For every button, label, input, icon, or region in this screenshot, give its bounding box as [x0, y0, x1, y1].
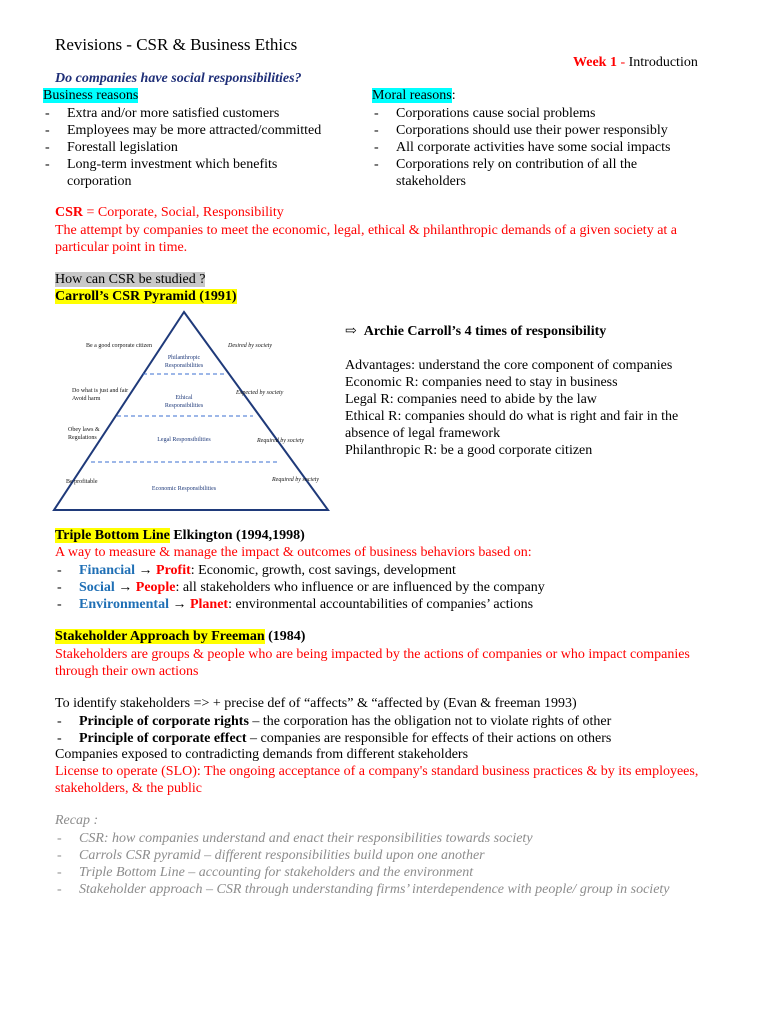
pyramid-layer-label: Economic Responsibilities [151, 486, 217, 492]
list-item: - Employees may be more attracted/committed [43, 122, 363, 139]
pyramid-layer-label: Responsibilities [164, 363, 204, 369]
list-item [55, 579, 545, 596]
principle-title: Principle of corporate effect [79, 731, 247, 746]
tbl-heading [55, 528, 305, 544]
right-arrow-icon: → [168, 597, 190, 612]
list-item: - All corporate activities have some social impacts [372, 139, 712, 156]
list-item [55, 730, 611, 747]
pyramid-right-label: Required by society [257, 438, 305, 444]
carroll-heading [345, 323, 606, 340]
pyramid-left-label: Be profitable [66, 479, 98, 485]
moral-heading-colon: : [451, 88, 456, 103]
carroll-details [345, 357, 725, 459]
pyramid-heading-text: Carroll’s CSR Pyramid (1991) [55, 289, 237, 304]
pyramid-left-label: Avoid harm [72, 396, 101, 402]
right-arrow-icon: → [135, 563, 157, 578]
business-reasons-list [43, 105, 363, 190]
right-arrow-icon: → [114, 580, 136, 595]
pyramid-layer-label: Philanthropic [167, 355, 201, 361]
stakeholder-definition: Stakeholders are groups & people who are being impacted by the actions of companies or who impact companies through their own actions [55, 647, 690, 679]
pyramid-left-label: Regulations [68, 435, 97, 441]
carroll-line: Ethical R: companies should do what is right and fair in the absence of legal framework [345, 409, 679, 441]
moral-reasons-heading [372, 88, 456, 104]
business-reasons-heading [43, 88, 138, 104]
stakeholder-exposed: Companies exposed to contradicting demands from different stakeholders [55, 747, 469, 762]
principle-title: Principle of corporate rights [79, 714, 249, 729]
tbl-desc: : Economic, growth, cost savings, development [190, 563, 456, 578]
tbl-title: Triple Bottom Line [55, 528, 170, 543]
pyramid-layer-label: Ethical [175, 395, 193, 401]
pyramid-layer-label: Legal Responsibilities [157, 437, 211, 443]
principle-text: – companies are responsible for effects of their actions on others [246, 731, 612, 746]
list-item: - Corporations cause social problems [372, 105, 712, 122]
tbl-key: Planet [189, 597, 229, 612]
list-item: - Long-term investment which benefits corporation [43, 156, 337, 190]
study-question-text: How can CSR be studied ? [55, 272, 206, 287]
moral-reasons-list [372, 105, 712, 190]
stakeholder-year: (1984) [264, 629, 306, 644]
week-topic: Introduction [628, 55, 698, 70]
tbl-author: Elkington (1994,1998) [169, 528, 305, 543]
pyramid-layer-label: Responsibilities [164, 403, 204, 409]
list-item: - Corporations should use their power responsibly [372, 122, 712, 139]
pyramid-heading [55, 289, 237, 305]
tbl-term: Financial [79, 563, 136, 578]
carroll-line: Philanthropic R: be a good corporate citizen [345, 443, 593, 458]
stakeholder-identify: To identify stakeholders => + precise def of “affects” & “affected by (Evan & freeman 1993) [55, 696, 577, 711]
principles-list [55, 713, 611, 747]
week-separator: - [616, 55, 629, 70]
page-title: Revisions - CSR & Business Ethics [55, 35, 298, 54]
tbl-desc: : environmental accountabilities of companies’ actions [228, 597, 534, 612]
csr-pyramid-diagram [52, 308, 337, 513]
list-item [55, 713, 611, 730]
carroll-line: Advantages: understand the core component of companies [345, 358, 673, 373]
business-heading-text: Business reasons [43, 88, 139, 103]
list-item [55, 562, 545, 579]
tbl-intro: A way to measure & manage the impact & outcomes of business behaviors based on: [55, 545, 532, 560]
list-item: - Stakeholder approach – CSR through understanding firms’ interdependence with people/ group in society [55, 881, 699, 898]
stakeholder-title: Stakeholder Approach by Freeman [55, 629, 265, 644]
list-item: - CSR: how companies understand and enact their responsibilities towards society [55, 830, 695, 847]
week-label [573, 55, 698, 71]
pyramid-right-label: Desired by society [228, 343, 273, 349]
tbl-key: Profit [156, 563, 191, 578]
pyramid-left-label: Do what is just and fair [72, 388, 129, 394]
tbl-list [55, 562, 545, 613]
tbl-desc: : all stakeholders who influence or are influenced by the company [175, 580, 545, 595]
csr-definition: The attempt by companies to meet the economic, legal, ethical & philanthropic demands of a given society at a particular point in time. [55, 223, 678, 255]
tbl-term: Social [79, 580, 115, 595]
list-item [55, 596, 545, 613]
list-item: - Forestall legislation [43, 139, 363, 156]
carroll-line: Legal R: companies need to abide by the law [345, 392, 597, 407]
list-item: - Triple Bottom Line – accounting for stakeholders and the environment [55, 864, 695, 881]
tbl-key: People [135, 580, 176, 595]
study-question [55, 272, 205, 288]
list-item: - Extra and/or more satisfied customers [43, 105, 363, 122]
pyramid-right-label: Required by society [272, 477, 320, 483]
section-question: Do companies have social responsibilities? [55, 71, 302, 86]
csr-expansion: = Corporate, Social, Responsibility [83, 205, 284, 220]
pyramid-right-label: Expected by society [236, 390, 284, 396]
moral-heading-text: Moral reasons [372, 88, 452, 103]
list-item: - Carrols CSR pyramid – different responsibilities build upon one another [55, 847, 695, 864]
tbl-term: Environmental [79, 597, 169, 612]
slo-definition: License to operate (SLO): The ongoing acceptance of a company's standard business practices & by its employees, stakeholders, & the public [55, 764, 699, 796]
stakeholder-heading [55, 629, 305, 645]
arrow-icon: ⇨ [345, 324, 357, 339]
csr-equation [55, 205, 284, 221]
carroll-heading-text: Archie Carroll’s 4 times of responsibility [363, 324, 607, 339]
list-item: - Corporations rely on contribution of all the stakeholders [372, 156, 696, 190]
pyramid-left-label: Obey laws & [68, 427, 100, 433]
recap-title: Recap : [55, 813, 99, 828]
pyramid-left-label: Be a good corporate citizen [86, 343, 152, 349]
principle-text: – the corporation has the obligation not to violate rights of other [248, 714, 612, 729]
week-number: Week 1 [573, 55, 617, 70]
csr-abbr: CSR [55, 205, 84, 220]
carroll-line: Economic R: companies need to stay in business [345, 375, 618, 390]
recap-list [55, 830, 695, 898]
